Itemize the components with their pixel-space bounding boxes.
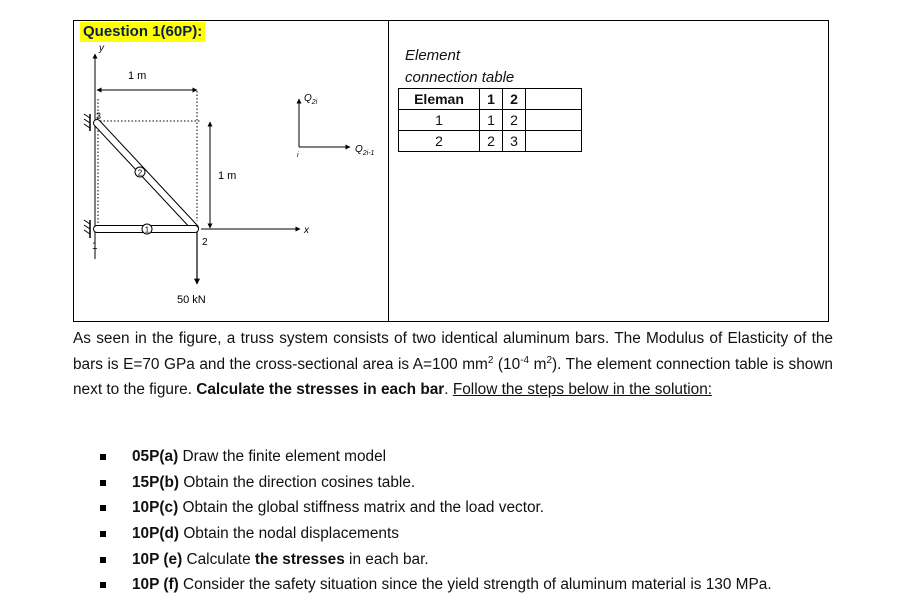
- list-item: [100, 495, 772, 521]
- vertical-dimension-label: 1 m: [218, 170, 237, 182]
- description-emphasis: Calculate the stresses in each bar: [196, 381, 445, 398]
- element-2-label: 2: [137, 168, 143, 178]
- table-cell: 1: [399, 110, 480, 131]
- description-text: ). The element connection table is shown next to the figure.: [73, 355, 833, 398]
- list-item: [100, 547, 772, 573]
- table-cell: [526, 131, 582, 152]
- superscript: -4: [520, 354, 530, 366]
- step-points: 10P(d): [132, 525, 180, 543]
- superscript: 2: [487, 354, 494, 366]
- dof-q2i-label: $Q_{2i}$: [304, 93, 318, 106]
- element-connection-table: [398, 88, 582, 152]
- step-points: 10P (f): [132, 576, 179, 594]
- step-text: Consider the safety situation since the yield strength of aluminum material is 130 MPa.: [178, 576, 772, 594]
- table-row: [399, 131, 582, 152]
- connection-table-title: [405, 45, 514, 89]
- description-text: As seen in the figure, a truss system consists of two identical aluminum bars. The Modulus of Elasticity of the bars is E=70 GPa and the cross-sectional area is A=100 mm: [73, 330, 833, 373]
- table-cell: 2: [480, 131, 503, 152]
- description-text: (10: [493, 355, 521, 373]
- table-cell: 2: [503, 110, 526, 131]
- step-points: 15P(b): [132, 473, 180, 491]
- step-text: Obtain the nodal displacements: [179, 525, 399, 543]
- list-item: [100, 444, 772, 470]
- bullet: [100, 480, 106, 486]
- question-title: Question 1(60P):: [80, 22, 205, 42]
- table-header-cell: [526, 89, 582, 110]
- table-cell: 3: [503, 131, 526, 152]
- node-1-label: 1: [92, 241, 98, 252]
- frame-divider: [388, 20, 389, 322]
- x-axis-label: x: [304, 225, 309, 236]
- y-axis-label: y: [99, 43, 104, 54]
- step-points: 05P(a): [132, 448, 179, 465]
- element-1-label: 1: [144, 225, 150, 235]
- table-cell: [526, 110, 582, 131]
- solution-steps-list: [100, 444, 772, 598]
- horizontal-dimension-label: 1 m: [128, 70, 147, 82]
- table-cell: 1: [480, 110, 503, 131]
- connection-table-title-line1: Element: [405, 47, 461, 64]
- superscript: 2: [546, 354, 553, 366]
- step-text: Obtain the direction cosines table.: [179, 473, 416, 491]
- table-header-row: [399, 89, 582, 110]
- table-header-cell: 1: [480, 89, 503, 110]
- list-item: [100, 572, 772, 598]
- bullet: [100, 582, 106, 588]
- step-points: 10P (e): [132, 550, 183, 568]
- bullet: [100, 454, 106, 460]
- table-header-cell: Eleman: [399, 89, 480, 110]
- bar-element-2: [97, 123, 195, 228]
- node-2-label: 2: [202, 237, 208, 248]
- problem-description: [73, 326, 833, 403]
- bullet: [100, 531, 106, 537]
- step-text: Draw the finite element model: [178, 448, 387, 465]
- dof-q2i1-label: $Q_{2i-1}$: [355, 144, 375, 157]
- load-label: 50 kN: [177, 294, 206, 306]
- list-item: [100, 470, 772, 496]
- list-item: [100, 521, 772, 547]
- description-text: m: [529, 355, 547, 373]
- node-i-label: i: [297, 152, 299, 159]
- description-instruction: Follow the steps below in the solution:: [452, 381, 713, 398]
- table-cell: 2: [399, 131, 480, 152]
- step-text: Calculate: [182, 550, 255, 568]
- description-text: .: [444, 381, 453, 398]
- step-text: Obtain the global stiffness matrix and the load vector.: [178, 499, 545, 517]
- connection-table-title-line2: connection table: [405, 69, 515, 86]
- table-row: [399, 110, 582, 131]
- step-text: in each bar.: [344, 550, 429, 568]
- step-points: 10P(c): [132, 499, 179, 517]
- step-emphasis: the stresses: [254, 550, 345, 568]
- table-header-cell: 2: [503, 89, 526, 110]
- node-3-label: 3: [96, 111, 102, 121]
- bullet: [100, 505, 106, 511]
- bullet: [100, 557, 106, 563]
- truss-figure: [74, 21, 388, 321]
